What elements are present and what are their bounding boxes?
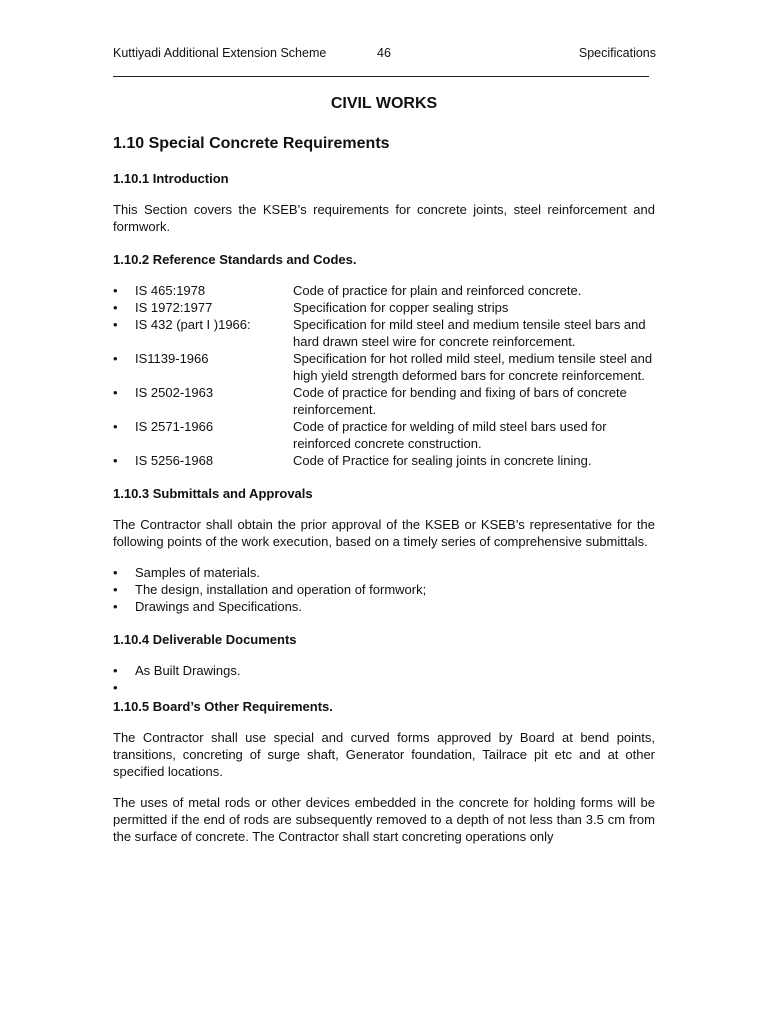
list-item-text: Samples of materials. [135, 565, 260, 580]
subsection-heading-deliverables: 1.10.4 Deliverable Documents [113, 632, 297, 647]
list-item [113, 564, 655, 581]
bullet-icon: • [113, 351, 118, 366]
list-item [113, 299, 655, 316]
section-heading: 1.10 Special Concrete Requirements [113, 135, 390, 152]
bullet-icon: • [113, 317, 118, 332]
standard-description: Code of practice for bending and fixing of bars of concrete reinforcement. [293, 385, 627, 417]
list-item [113, 418, 655, 452]
standard-description: Code of Practice for sealing joints in concrete lining. [293, 453, 592, 468]
header-page-number: 46 [377, 46, 391, 60]
bullet-icon: • [113, 300, 118, 315]
bullet-icon: • [113, 385, 118, 400]
list-item [113, 282, 655, 299]
standard-description: Specification for hot rolled mild steel, medium tensile steel and high yield strength deformed bars for concrete reinforcement. [293, 351, 653, 383]
list-item [113, 384, 655, 418]
bullet-icon: • [113, 453, 118, 468]
bullet-icon: • [113, 599, 118, 614]
standard-code: IS 5256-1968 [135, 453, 214, 468]
header-section-name: Specifications [578, 46, 656, 60]
header-rule [113, 76, 649, 77]
list-item [113, 350, 655, 384]
list-item-text: Drawings and Specifications. [135, 599, 302, 614]
page-header [113, 46, 656, 64]
standard-description: Specification for mild steel and medium tensile steel bars and hard drawn steel wire for concrete reinforcement. [293, 317, 646, 349]
board-requirements-paragraph-1: The Contractor shall use special and curved forms approved by Board at bend points, transitions, concreting of surge shaft, Generator foundation, Tailrace pit etc and at other specified locations. [113, 730, 655, 779]
standard-code: IS 432 (part I )1966: [135, 317, 251, 332]
list-item [113, 452, 655, 469]
list-item [113, 679, 655, 696]
deliverables-list [113, 662, 655, 696]
list-item-text: As Built Drawings. [135, 663, 241, 678]
list-item-text: The design, installation and operation of formwork; [135, 582, 427, 597]
board-requirements-paragraph-2: The uses of metal rods or other devices embedded in the concrete for holding forms will be permitted if the end of rods are subsequently removed to a depth of not less than 3.5 cm from the surface of concrete. The Contractor shall start concreting operations only [113, 795, 655, 844]
subsection-heading-introduction: 1.10.1 Introduction [113, 171, 229, 186]
bullet-icon: • [113, 419, 118, 434]
standard-description: Specification for copper sealing strips [293, 300, 509, 315]
subsection-heading-board-requirements: 1.10.5 Board’s Other Requirements. [113, 699, 333, 714]
standards-list [113, 282, 655, 469]
bullet-icon: • [113, 663, 118, 678]
bullet-icon: • [113, 283, 118, 298]
list-item [113, 598, 655, 615]
bullet-icon: • [113, 680, 118, 695]
bullet-icon: • [113, 565, 118, 580]
submittals-paragraph: The Contractor shall obtain the prior approval of the KSEB or KSEB’s representative for the following points of the work execution, based on a timely series of comprehensive submittals. [113, 517, 655, 549]
document-body [113, 94, 655, 845]
list-item [113, 662, 655, 679]
standard-code: IS 2571-1966 [135, 419, 214, 434]
subsection-heading-submittals: 1.10.3 Submittals and Approvals [113, 486, 313, 501]
standard-code: IS1139-1966 [135, 351, 209, 366]
page-title: CIVIL WORKS [330, 95, 438, 112]
list-item [113, 581, 655, 598]
subsection-heading-standards: 1.10.2 Reference Standards and Codes. [113, 252, 357, 267]
standard-description: Code of practice for welding of mild steel bars used for reinforced concrete construction. [293, 419, 607, 451]
bullet-icon: • [113, 582, 118, 597]
header-project-name: Kuttiyadi Additional Extension Scheme [113, 46, 327, 60]
introduction-paragraph: This Section covers the KSEB’s requirements for concrete joints, steel reinforcement and formwork. [113, 202, 655, 234]
standard-description: Code of practice for plain and reinforced concrete. [293, 283, 582, 298]
standard-code: IS 1972:1977 [135, 300, 213, 315]
list-item-text [135, 680, 139, 695]
submittals-list [113, 564, 655, 615]
standard-code: IS 2502-1963 [135, 385, 214, 400]
standard-code: IS 465:1978 [135, 283, 206, 298]
list-item [113, 316, 655, 350]
